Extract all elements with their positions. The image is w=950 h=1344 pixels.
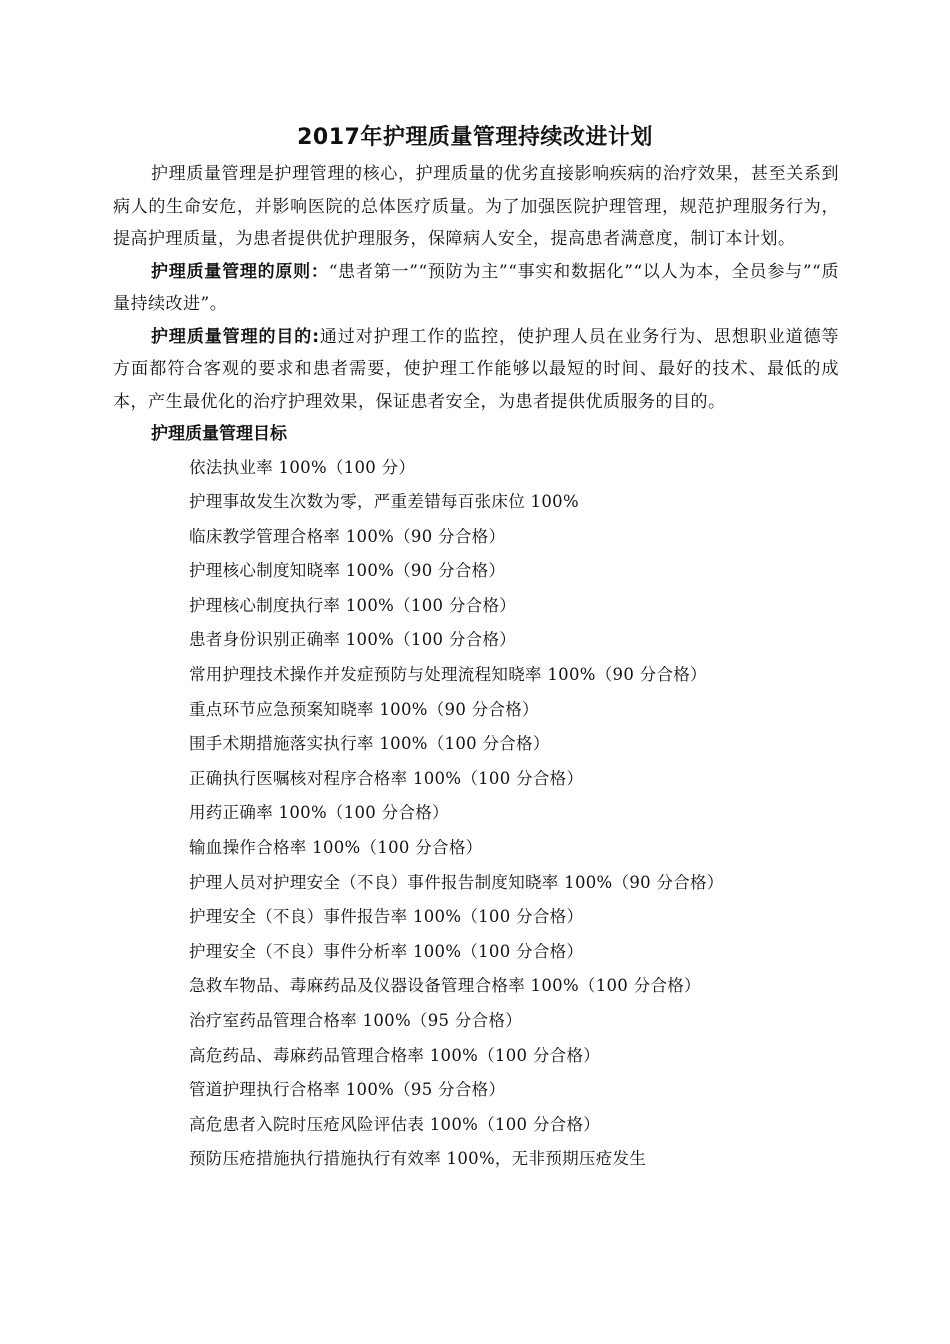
goal-item: 护理事故发生次数为零，严重差错每百张床位 100% bbox=[189, 492, 579, 512]
goal-item: 急救车物品、毒麻药品及仪器设备管理合格率 100%（100 分合格） bbox=[189, 976, 701, 996]
goal-item: 护理安全（不良）事件分析率 100%（100 分合格） bbox=[189, 941, 584, 961]
goal-item: 围手术期措施落实执行率 100%（100 分合格） bbox=[189, 734, 550, 754]
document-body bbox=[113, 158, 839, 1177]
goal-item: 高危药品、毒麻药品管理合格率 100%（100 分合格） bbox=[189, 1045, 601, 1065]
goal-item: 治疗室药品管理合格率 100%（95 分合格） bbox=[189, 1011, 523, 1030]
goal-item: 预防压疮措施执行措施执行有效率 100%，无非预期压疮发生 bbox=[189, 1149, 647, 1169]
goal-item: 患者身份识别正确率 100%（100 分合格） bbox=[189, 630, 517, 650]
document-title: 2017年护理质量管理持续改进计划 bbox=[297, 124, 653, 150]
goal-item: 输血操作合格率 100%（100 分合格） bbox=[189, 838, 483, 858]
goals-heading: 护理质量管理目标 bbox=[151, 424, 287, 444]
goal-item: 依法执业率 100%（100 分） bbox=[189, 457, 416, 477]
goal-item: 护理安全（不良）事件报告率 100%（100 分合格） bbox=[189, 907, 584, 927]
goal-item: 重点环节应急预案知晓率 100%（90 分合格） bbox=[189, 699, 539, 719]
goal-item: 护理核心制度执行率 100%（100 分合格） bbox=[189, 595, 517, 615]
purpose-text: 通过对护理工作的监控，使护理人员在业务行为、思想职业道德等方面都符合客观的要求和患者需要，使护理工作能够以最短的时间、最好的技术、最低的成本，产生最优化的治疗护理效果，保证患者安全，为患者提供优质服务的目的。 bbox=[113, 326, 839, 412]
goal-item: 正确执行医嘱核对程序合格率 100%（100 分合格） bbox=[189, 768, 584, 788]
goal-item: 临床教学管理合格率 100%（90 分合格） bbox=[189, 526, 506, 546]
goal-item: 高危患者入院时压疮风险评估表 100%（100 分合格） bbox=[189, 1114, 601, 1134]
goal-item: 护理人员对护理安全（不良）事件报告制度知晓率 100%（90 分合格） bbox=[189, 872, 724, 892]
purpose-label: 护理质量管理的目的: bbox=[151, 326, 320, 347]
goals-list bbox=[113, 451, 839, 1177]
principles-paragraph bbox=[113, 256, 839, 321]
purpose-paragraph bbox=[113, 321, 839, 419]
goal-item: 管道护理执行合格率 100%（95 分合格） bbox=[189, 1080, 506, 1100]
goal-item: 常用护理技术操作并发症预防与处理流程知晓率 100%（90 分合格） bbox=[189, 665, 707, 685]
intro-paragraph: 护理质量管理是护理管理的核心，护理质量的优劣直接影响疾病的治疗效果，甚至关系到病人的生命安危，并影响医院的总体医疗质量。为了加强医院护理管理，规范护理服务行为，提高护理质量，为患者提供优护理服务，保障病人安全，提高患者满意度，制订本计划。 bbox=[113, 164, 839, 249]
goal-item: 护理核心制度知晓率 100%（90 分合格） bbox=[189, 561, 506, 581]
principles-label: 护理质量管理的原则： bbox=[151, 261, 329, 282]
goal-item: 用药正确率 100%（100 分合格） bbox=[189, 803, 449, 823]
principles-text: “患者第一”“预防为主”“事实和数据化”“以人为本，全员参与”“质量持续改进”。 bbox=[113, 261, 840, 314]
